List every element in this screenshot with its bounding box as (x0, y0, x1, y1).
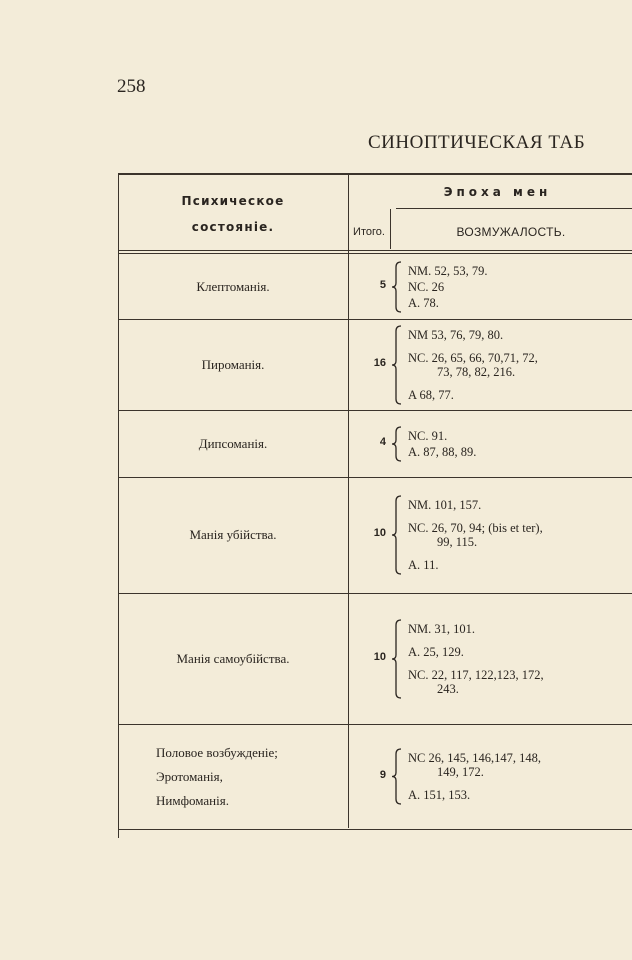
row-name-line: Пироманія. (201, 356, 265, 372)
row-rule (118, 593, 632, 594)
column-divider (348, 173, 349, 828)
case-line: NM. 101, 157. (408, 498, 482, 512)
case-entry (408, 429, 632, 443)
case-entry (408, 388, 632, 402)
case-line: 73, 78, 82, 216. (437, 364, 516, 379)
table-left-rule (118, 173, 119, 838)
row-rule (118, 319, 632, 320)
row-rule (118, 829, 632, 830)
case-line: NM. 31, 101. (408, 621, 476, 636)
case-line: NC 26, 145, 146,147, 148, (408, 751, 541, 765)
row-name-line: Дипсоманія. (198, 435, 268, 451)
case-entry (408, 751, 632, 779)
case-entry (408, 521, 632, 549)
row-count: 4 (379, 435, 386, 448)
row-name-line: Манія самоубійства. (176, 650, 290, 666)
table-top-rule (118, 173, 632, 175)
row-name-line: Клептоманія. (196, 278, 270, 294)
header-rule-2 (118, 253, 632, 254)
row-count: 16 (373, 356, 386, 369)
header-state-line1: Психическое (181, 194, 285, 208)
row-name-line: Манія убійства. (189, 527, 277, 542)
header-age: ВОЗМУЖАЛОСТЬ. (456, 225, 566, 239)
case-entry (408, 668, 632, 696)
case-line: 149, 172. (437, 765, 484, 779)
case-entry (408, 351, 632, 379)
row-name (156, 741, 346, 813)
row-name (118, 649, 348, 669)
case-line: NM. 52, 53, 79. (408, 263, 488, 278)
row-cases (408, 751, 632, 802)
brace-icon (391, 325, 403, 405)
case-line: 243. (437, 681, 459, 696)
row-rule (118, 410, 632, 411)
row-rule (118, 724, 632, 725)
case-line: NC. 26, 70, 94; (bis et ter), (408, 521, 543, 535)
brace-icon (391, 261, 403, 313)
row-name (118, 277, 348, 297)
case-entry (408, 645, 632, 659)
brace-icon (391, 619, 403, 699)
row-count: 10 (373, 527, 386, 539)
row-name (118, 355, 348, 375)
row-cases (408, 622, 632, 696)
case-line: NC. 26 (408, 279, 445, 294)
row-cases (408, 498, 632, 572)
brace-icon (391, 748, 403, 805)
row-count: 5 (379, 278, 386, 291)
row-name-line: Эротоманія, (156, 768, 223, 784)
brace-icon (391, 495, 403, 575)
case-entry (408, 328, 632, 342)
case-line: A. 78. (408, 295, 439, 310)
header-total: Итого. (353, 226, 385, 238)
row-cases (408, 264, 632, 310)
epoch-underline (396, 208, 632, 209)
case-line: A 68, 77. (408, 387, 454, 402)
case-entry (408, 558, 632, 572)
case-line: A. 87, 88, 89. (408, 444, 477, 459)
case-line: 99, 115. (437, 535, 478, 549)
case-entry (408, 498, 632, 512)
header-state-line2: состояніе. (191, 220, 275, 234)
case-line: A. 151, 153. (408, 788, 471, 802)
case-entry (408, 280, 632, 294)
row-cases (408, 429, 632, 459)
case-entry (408, 264, 632, 278)
case-line: NM 53, 76, 79, 80. (408, 327, 504, 342)
row-count: 9 (379, 768, 386, 781)
row-name-line: Половое возбужденіе; (156, 744, 278, 760)
row-name-line: Нимфоманія. (156, 792, 229, 808)
row-rule (118, 477, 632, 478)
row-name (118, 434, 348, 454)
row-cases (408, 328, 632, 402)
case-entry (408, 445, 632, 459)
page-number: 258 (117, 76, 146, 97)
header-rule (118, 250, 632, 251)
case-entry (408, 296, 632, 310)
case-line: NC. 26, 65, 66, 70,71, 72, (408, 350, 538, 365)
case-entry (408, 622, 632, 636)
synoptic-table (118, 173, 632, 838)
case-line: NC. 91. (408, 428, 448, 443)
case-line: A. 11. (408, 558, 439, 572)
case-line: A. 25, 129. (408, 644, 464, 659)
case-line: NC. 22, 117, 122,123, 172, (408, 667, 544, 682)
row-count: 10 (373, 650, 386, 663)
header-epoch: Эпоха мен (443, 185, 552, 199)
brace-icon (391, 426, 403, 462)
case-entry (408, 788, 632, 802)
page-title: СИНОПТИЧЕСКАЯ ТАБ (368, 132, 586, 153)
row-name (118, 525, 348, 545)
